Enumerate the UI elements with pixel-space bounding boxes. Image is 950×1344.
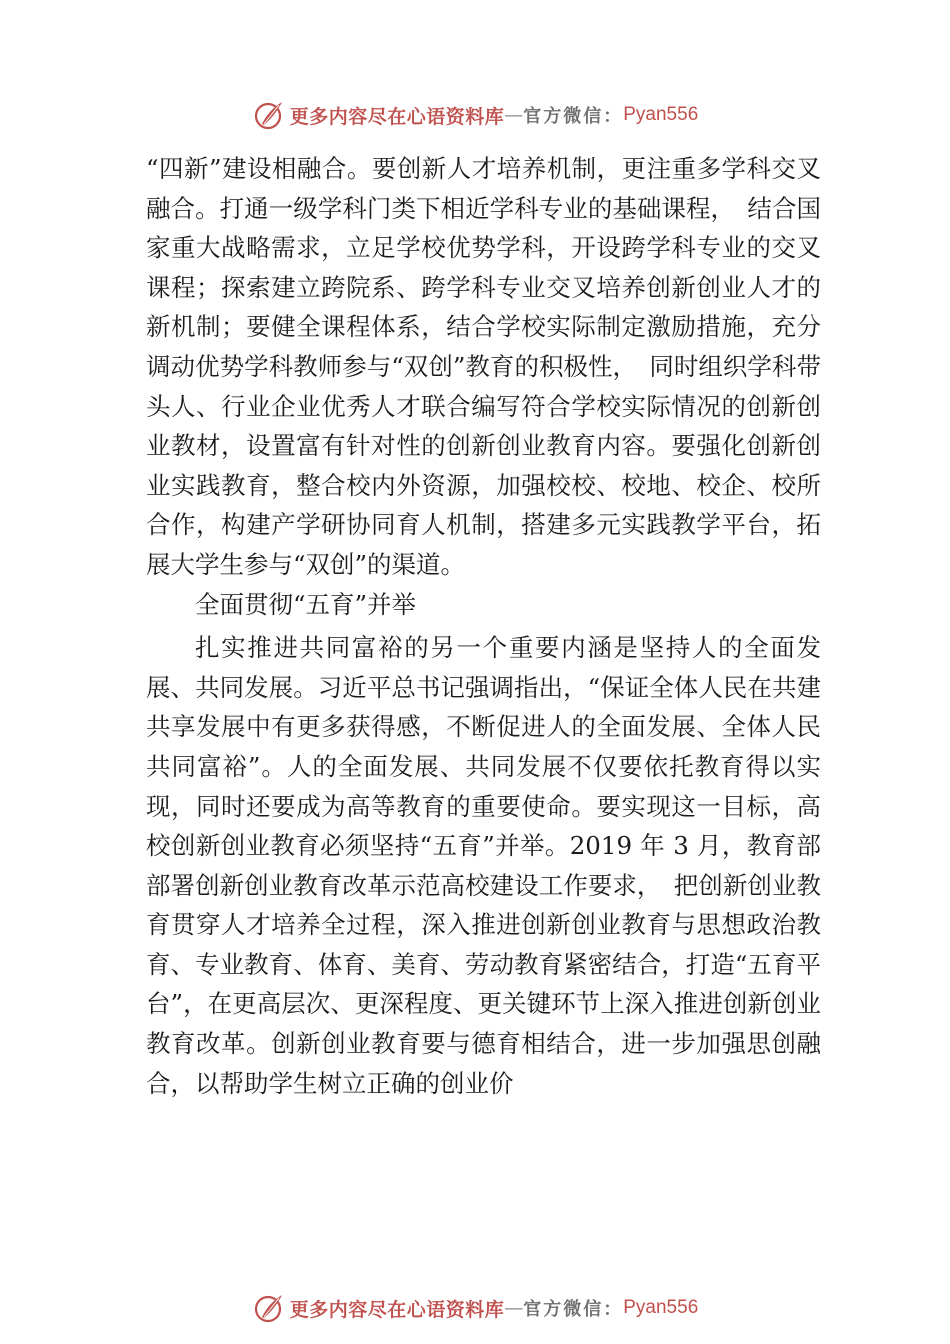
- header-banner: [0, 95, 950, 135]
- document-body: [146, 149, 821, 1103]
- separator-dash: —: [504, 104, 524, 126]
- footer-banner: [0, 1288, 950, 1328]
- official-wechat-label: 官方微信：: [523, 106, 624, 127]
- brand-text: 更多内容尽在心语资料库: [289, 1298, 505, 1321]
- feather-pen-logo-icon: [252, 1291, 286, 1325]
- brand-text: 更多内容尽在心语资料库: [289, 105, 505, 128]
- wechat-id-text: Pyan556: [623, 1297, 699, 1318]
- paragraph-2: 扎实推进共同富裕的另一个重要内涵是坚持人的全面发展、共同发展。习近平总书记强调指出，“保证全体人民在共建共享发展中有更多获得感，不断促进人的全面发展、全体人民共同富裕”。人的全面发展、共同发展不仅要依托教育得以实现，同时还要成为高等教育的重要使命。要实现这一目标，高校创新创业教育必须坚持“五育”并举。2019 年 3 月，教育部部署创新创业教育改革示范高校建设工作要求， 把创新创业教育贯穿人才培养全过程，深入推进创新创业教育与思想政治教育、专业教育、体育、美育、劳动教育紧密结合，打造“五育平台”，在更高层次、更深程度、更关键环节上深入推进创新创业教育改革。创新创业教育要与德育相结合，进一步加强思创融合，以帮助学生树立正确的创业价: [146, 633, 821, 1098]
- section-heading: 全面贯彻“五育”并举: [195, 589, 417, 619]
- feather-pen-logo-icon: [252, 98, 286, 132]
- wechat-id-text: Pyan556: [623, 104, 699, 125]
- separator-dash: —: [504, 1297, 524, 1319]
- paragraph-1: “四新”建设相融合。要创新人才培养机制，更注重多学科交叉融合。打通一级学科门类下相近学科专业的基础课程， 结合国家重大战略需求，立足学校优势学科，开设跨学科专业的交叉课程；探索建立跨院系、跨学科专业交叉培养创新创业人才的新机制；要健全课程体系，结合学校实际制定激励措施，充分调动优势学科教师参与“双创”教育的积极性， 同时组织学科带头人、行业企业优秀人才联合编写符合学校实际情况的创新创业教材，设置富有针对性的创新创业教育内容。要强化创新创业实践教育，整合校内外资源，加强校校、校地、校企、校所合作，构建产学研协同育人机制，搭建多元实践教学平台，拓展大学生参与“双创”的渠道。: [146, 154, 821, 579]
- official-wechat-label: 官方微信：: [523, 1299, 624, 1320]
